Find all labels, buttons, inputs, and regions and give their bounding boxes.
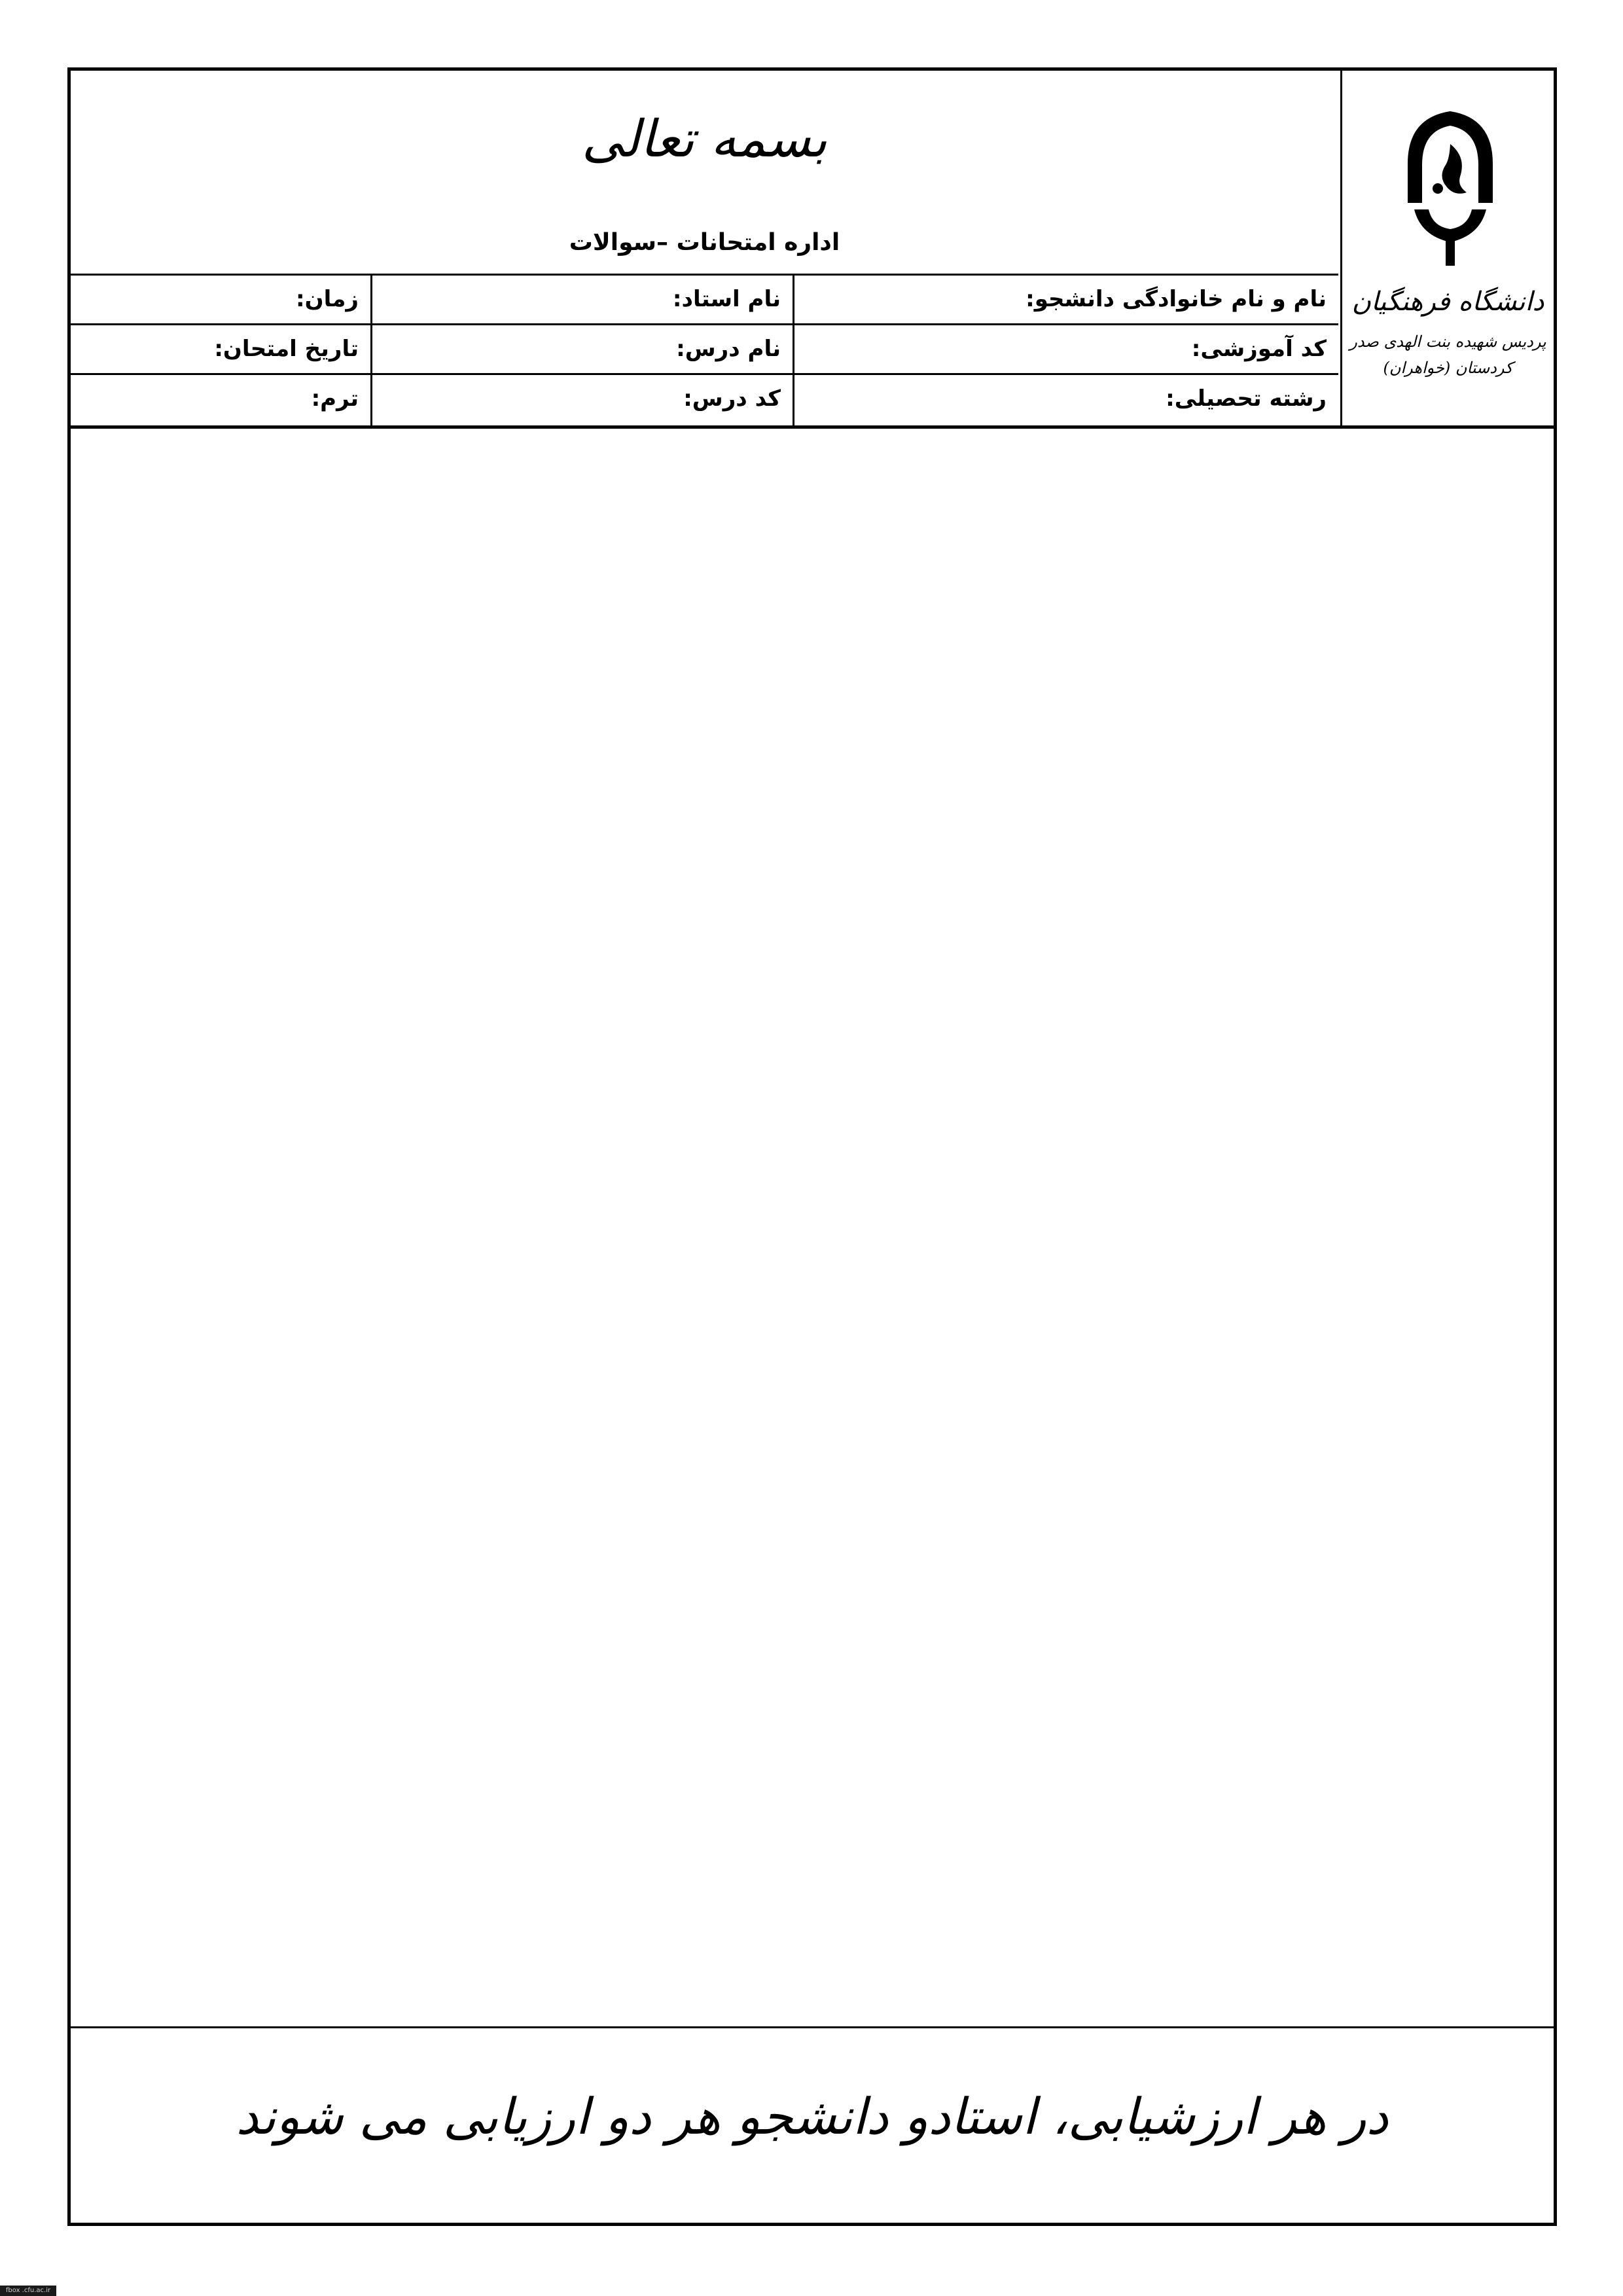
sheet-footer bbox=[71, 2026, 1554, 2223]
university-name: دانشگاه فرهنگیان bbox=[1351, 287, 1544, 317]
info-row bbox=[71, 375, 1338, 425]
time-field[interactable]: زمان: bbox=[295, 286, 359, 312]
instructor-name-field[interactable]: نام استاد: bbox=[370, 276, 794, 323]
campus-name-line2: کردستان (خواهران) bbox=[1383, 359, 1513, 377]
info-row bbox=[71, 325, 1338, 375]
education-code-field[interactable]: کد آموزشی: bbox=[1191, 336, 1327, 362]
student-info-table bbox=[71, 276, 1338, 425]
course-code-field[interactable]: کد درس: bbox=[370, 375, 794, 425]
office-title: اداره امتحانات –سوالات bbox=[569, 229, 840, 256]
university-logo-icon bbox=[1395, 105, 1506, 275]
corner-watermark: fbox .cfu.ac.ir bbox=[0, 2286, 56, 2296]
campus-name-line1: پردیس شهیده بنت الهدی صدر bbox=[1349, 332, 1546, 351]
term-field[interactable]: ترم: bbox=[311, 386, 359, 412]
sheet-header bbox=[71, 71, 1554, 429]
title-area bbox=[71, 71, 1338, 276]
exam-date-field[interactable]: تاریخ امتحان: bbox=[214, 336, 359, 362]
course-name-field[interactable]: نام درس: bbox=[370, 325, 794, 373]
logo-cell bbox=[1340, 71, 1554, 425]
exam-sheet-frame bbox=[67, 67, 1557, 2226]
info-row bbox=[71, 276, 1338, 325]
bismillah-heading: بسمه تعالی bbox=[582, 110, 827, 169]
student-name-field[interactable]: نام و نام خانوادگی دانشجو: bbox=[1026, 286, 1327, 312]
field-of-study-field[interactable]: رشته تحصیلی: bbox=[1166, 386, 1327, 412]
footer-motto: در هر ارزشیابی، استادو دانشجو هر دو ارزیابی می شوند bbox=[236, 2087, 1389, 2145]
